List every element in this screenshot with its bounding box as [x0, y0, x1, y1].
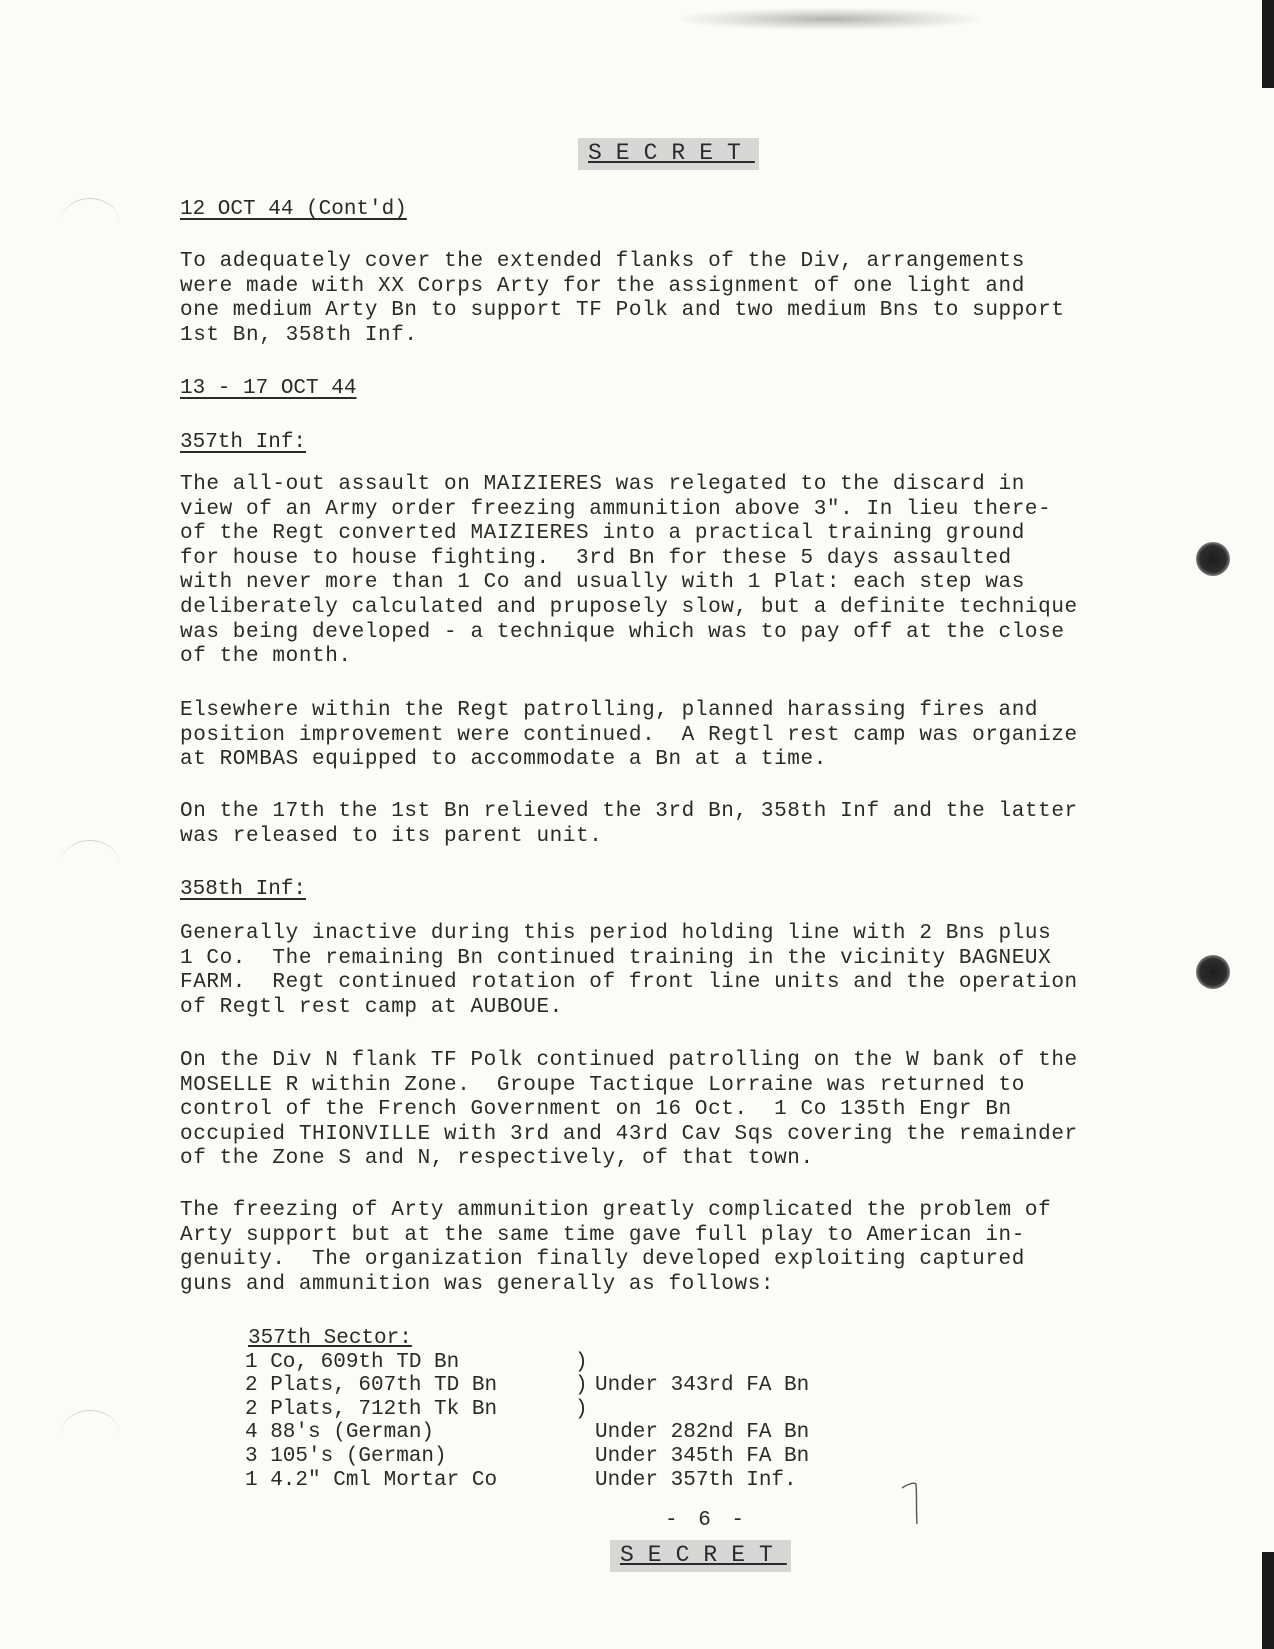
- table-row: [245, 1445, 809, 1469]
- table-row: [245, 1398, 809, 1422]
- table-row: [245, 1421, 809, 1445]
- paragraph: Elsewhere within the Regt patrolling, planned harassing fires and position improvement were continued. A Regtl rest camp was organize at ROMBAS equipped to accommodate a Bn at a time.: [180, 699, 1078, 772]
- sector-table: [245, 1327, 809, 1492]
- bracket: [575, 1469, 595, 1493]
- table-row: [245, 1469, 809, 1493]
- paragraph: The freezing of Arty ammunition greatly complicated the problem of Arty support but at the same time gave full play to American in- genuity. The organization finally developed exploiting captured guns and ammunition was generally as follows:: [180, 1199, 1052, 1296]
- scan-edge-bottom: [1262, 1552, 1274, 1649]
- binder-ring-mark: [60, 1410, 120, 1461]
- table-row: [245, 1374, 809, 1398]
- paragraph: On the Div N flank TF Polk continued patrolling on the W bank of the MOSELLE R within Zone. Groupe Tactique Lorraine was returned to control of the French Government on 16 Oct. 1 Co 135th Engr Bn occupied THIONVILLE with 3rd and 43rd Cav Sqs covering the remainder of the Zone S and N, respectively, of that town.: [180, 1049, 1078, 1171]
- binder-ring-mark: [60, 840, 120, 891]
- paragraph: To adequately cover the extended flanks of the Div, arrangements were made with XX Corps Arty for the assignment of one light and one medium Arty Bn to support TF Polk and two medium Bns to support 1st Bn, 358th Inf.: [180, 250, 1065, 347]
- table-row: [245, 1351, 809, 1375]
- section-heading: 12 OCT 44 (Cont'd): [180, 198, 407, 221]
- section-heading: 357th Inf:: [180, 431, 307, 454]
- paragraph: The all-out assault on MAIZIERES was relegated to the discard in view of an Army order freezing ammunition above 3". In lieu there- of the Regt converted MAIZIERES into a practical training ground for house to house fighting. 3rd Bn for these 5 days assaulted with never more than 1 Co and usually with 1 Plat: each step was deliberately calculated and pruposely slow, but a definite technique was being developed - a technique which was to pay off at the close of the month.: [180, 473, 1078, 669]
- unit-cell: 3 105's (German): [245, 1444, 447, 1468]
- unit-cell: 1 Co, 609th TD Bn: [245, 1350, 460, 1374]
- handwritten-mark: [900, 1480, 922, 1526]
- punch-hole-upper: [1196, 542, 1230, 576]
- paragraph: On the 17th the 1st Bn relieved the 3rd Bn, 358th Inf and the latter was released to its parent unit.: [180, 800, 1078, 848]
- paragraph: Generally inactive during this period holding line with 2 Bns plus 1 Co. The remaining Bn continued training in the vicinity BAGNEUX FARM. Regt continued rotation of front line units and the operation of Regtl rest camp at AUBOUE.: [180, 922, 1078, 1019]
- section-heading: 13 - 17 OCT 44: [180, 377, 357, 400]
- binder-ring-mark: [60, 198, 120, 249]
- bracket: ): [575, 1374, 588, 1398]
- unit-cell: 2 Plats, 607th TD Bn: [245, 1374, 498, 1398]
- assignment-cell: Under 357th Inf.: [595, 1468, 797, 1492]
- sector-table-title: 357th Sector:: [248, 1327, 412, 1350]
- bracket: ): [575, 1397, 588, 1421]
- unit-cell: 4 88's (German): [245, 1421, 435, 1445]
- bracket: [575, 1445, 595, 1469]
- page-number: - 6 -: [665, 1509, 749, 1532]
- punch-hole-lower: [1196, 955, 1230, 989]
- classification-footer: SECRET: [610, 1540, 791, 1572]
- bracket: [575, 1421, 595, 1445]
- section-heading: 358th Inf:: [180, 878, 307, 901]
- assignment-cell: Under 282nd FA Bn: [595, 1421, 810, 1445]
- assignment-cell: Under 343rd FA Bn: [595, 1374, 810, 1398]
- unit-cell: 2 Plats, 712th Tk Bn: [245, 1397, 498, 1421]
- classification-header: SECRET: [578, 138, 759, 170]
- bracket: ): [575, 1350, 588, 1374]
- scan-smudge: [680, 8, 980, 30]
- unit-cell: 1 4.2" Cml Mortar Co: [245, 1468, 498, 1492]
- assignment-cell: Under 345th FA Bn: [595, 1444, 810, 1468]
- scan-edge-top: [1262, 0, 1274, 88]
